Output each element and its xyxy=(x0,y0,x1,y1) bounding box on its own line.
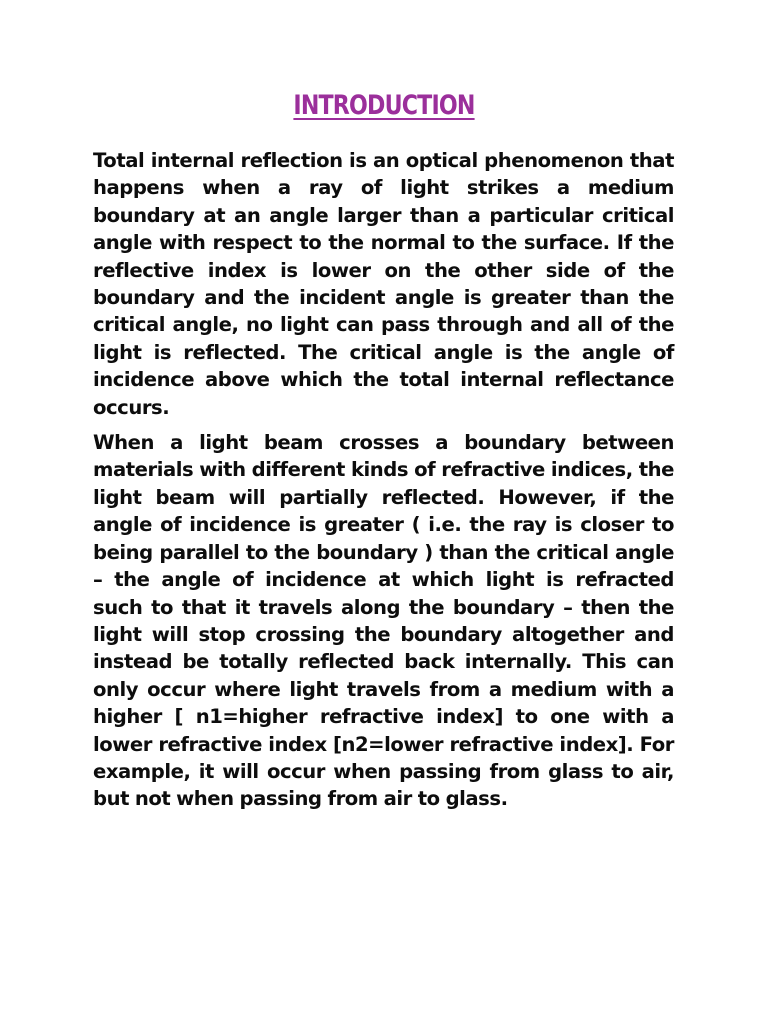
page-title: INTRODUCTION xyxy=(293,90,475,121)
paragraph-1: Total internal reflection is an optical phenomenon that happens when a ray of light strikes a medium boundary at an angle larger than a particular critical angle with respect to the normal to the surface. If the reflective index is lower on the other side of the boundary and the incident angle is greater than the critical angle, no light can pass through and all of the light is reflected. The critical angle is the angle of incidence above which the total internal reflectance occurs. xyxy=(93,149,674,419)
body-text xyxy=(93,147,674,813)
paragraph-2: When a light beam crosses a boundary between materials with different kinds of refractive indices, the light beam will partially reflected. However, if the angle of incidence is greater ( i.e. the ray is closer to being parallel to the boundary ) than the critical angle – the angle of incidence at which light is refracted such to that it travels along the boundary – then the light will stop crossing the boundary altogether and instead be totally reflected back internally. This can only occur where light travels from a medium with a higher [ n1=higher refractive index] to one with a lower refractive index [n2=lower refractive index]. For example, it will occur when passing from glass to air, but not when passing from air to glass. xyxy=(93,431,674,811)
